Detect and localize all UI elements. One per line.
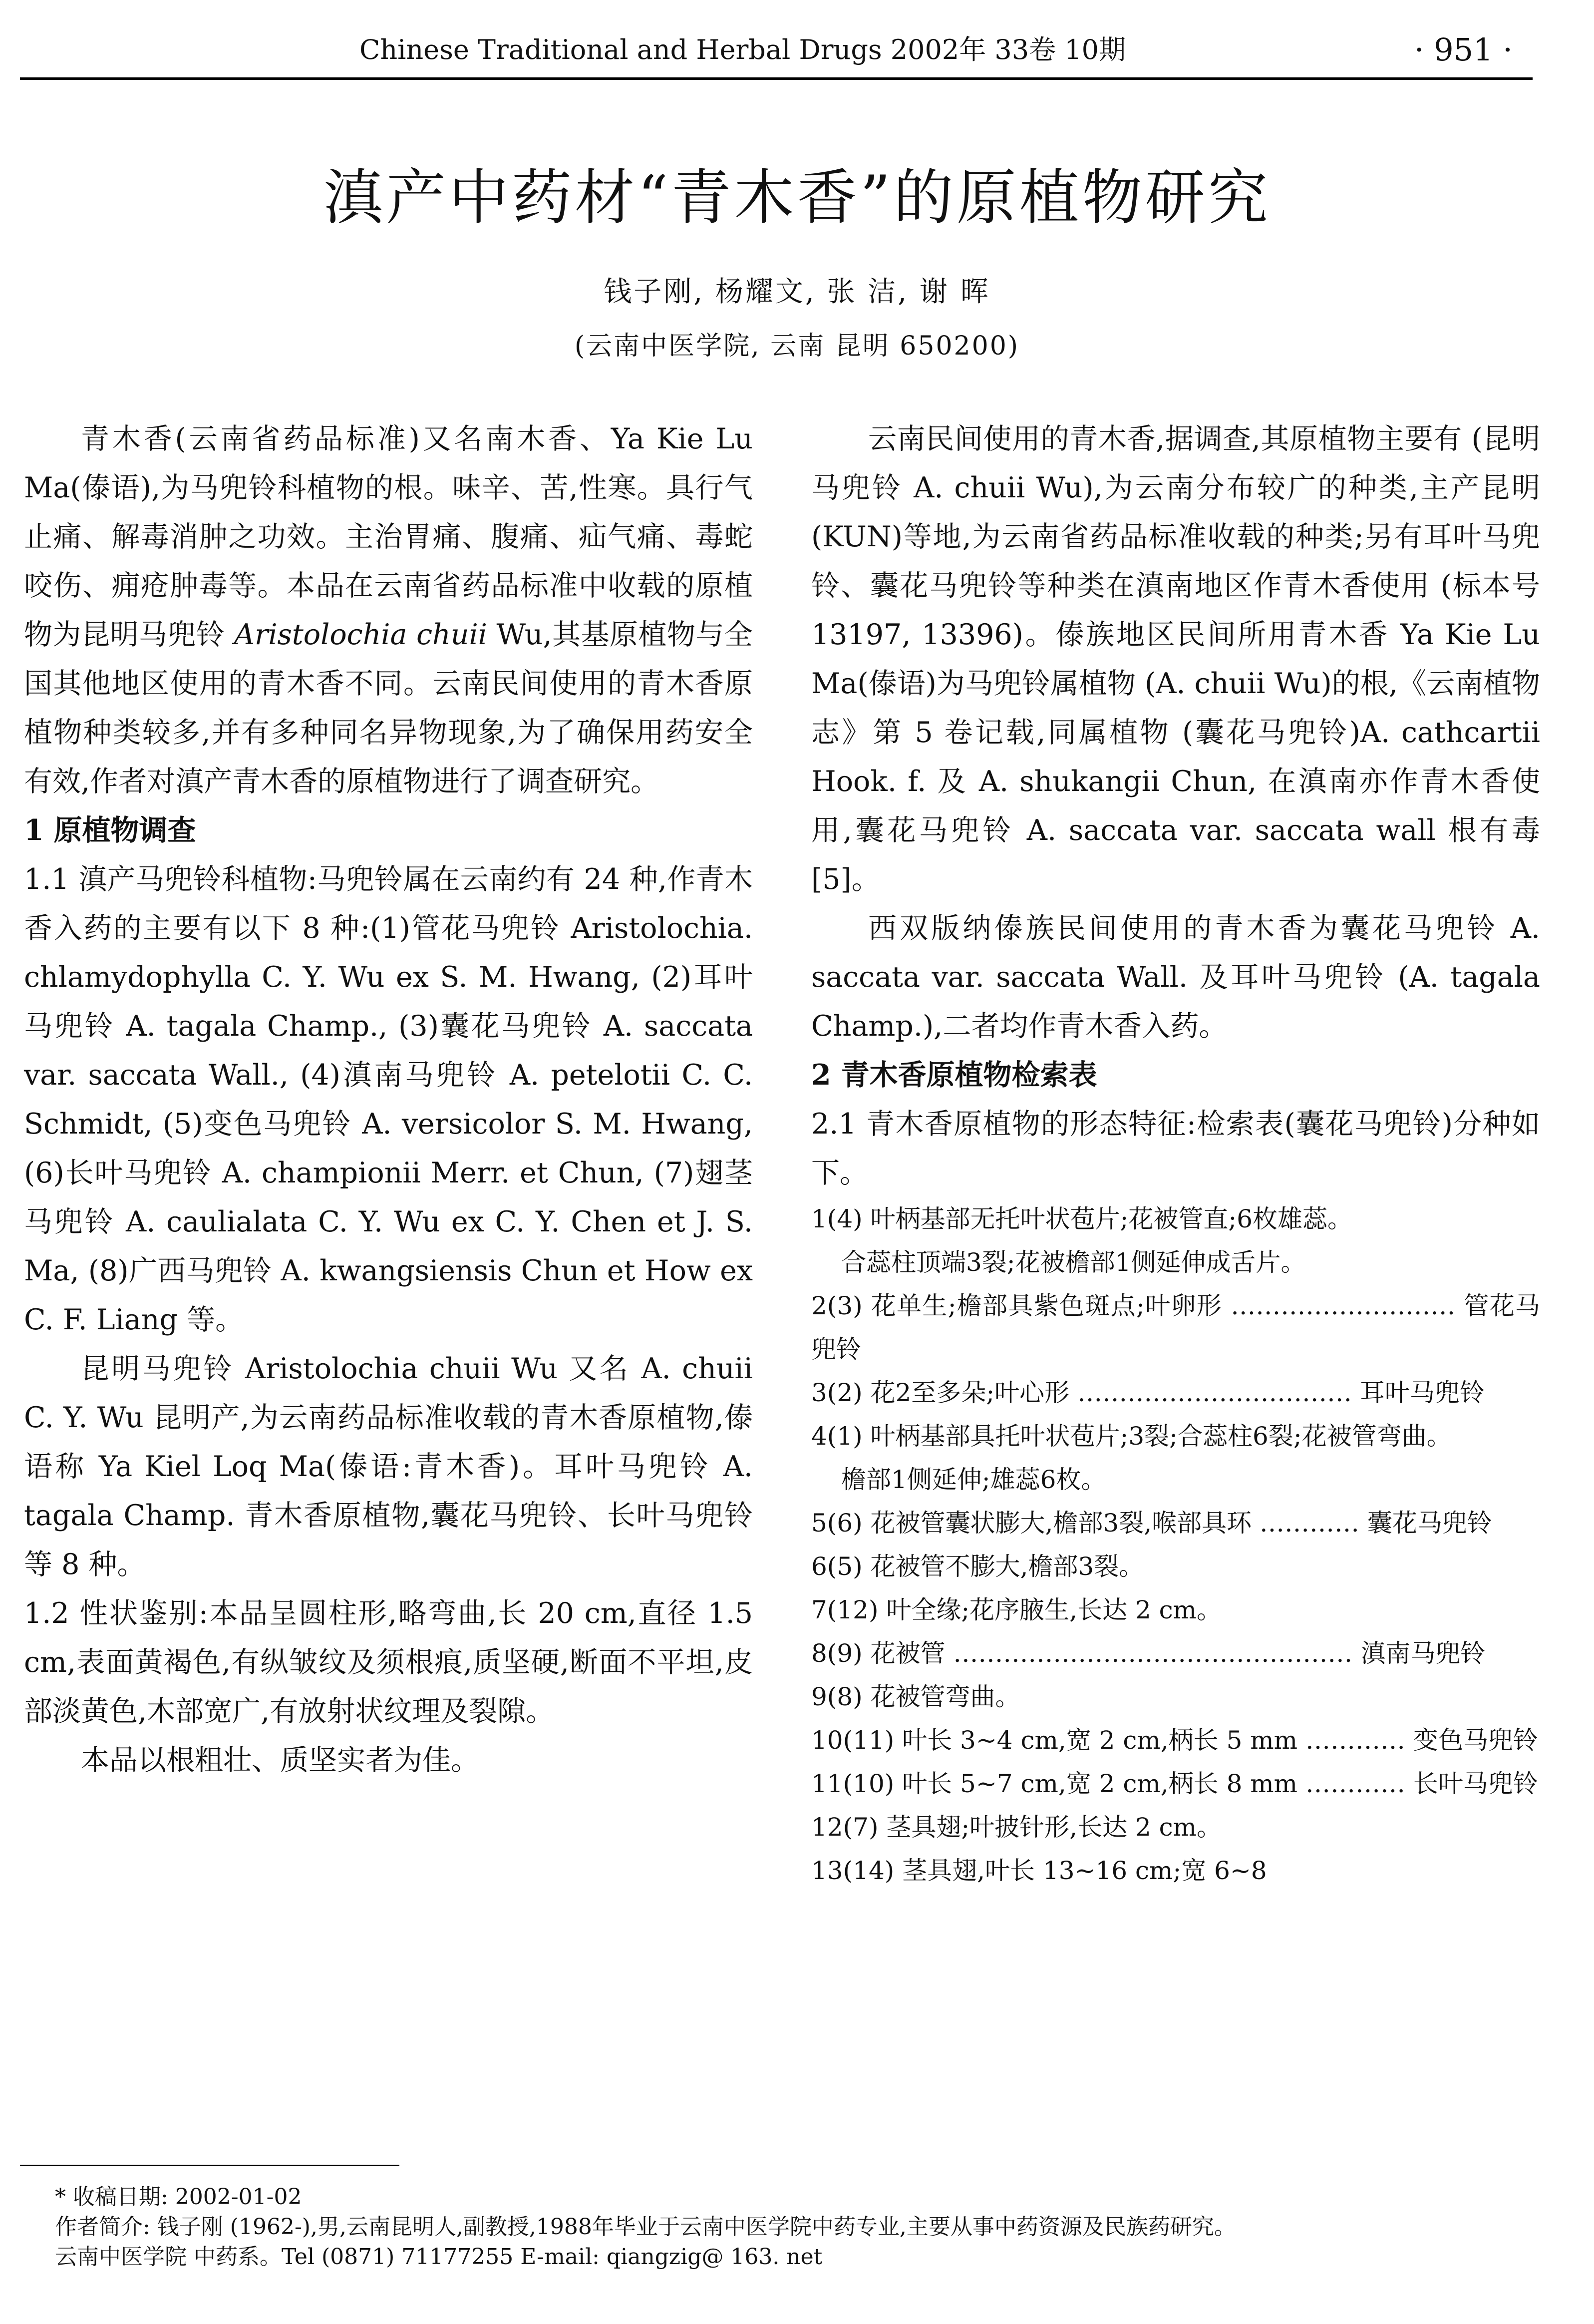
- paragraph: 西双版纳傣族民间使用的青木香为囊花马兜铃 A. saccata var. saccata Wall. 及耳叶马兜铃 (A. tagala Champ.),二者均作青木香入药。: [811, 912, 1540, 1043]
- paragraph: 1.2 性状鉴别:本品呈圆柱形,略弯曲,长 20 cm,直径 1.5 cm,表面黄褐色,有纵皱纹及须根痕,质坚硬,断面不平坦,皮部淡黄色,木部宽广,有放射状纹理及裂隙。: [24, 1597, 753, 1728]
- page-number: · 951 ·: [1414, 31, 1513, 68]
- identification-key: [811, 1197, 1540, 1893]
- intro-text-cont: Wu,其基原植物与全国其他地区使用的青木香不同。云南民间使用的青木香原植物种类较多,并有多种同名异物现象,为了确保用药安全有效,作者对滇产青木香的原植物进行了调查研究。: [24, 618, 753, 798]
- received-date: * 收稿日期: 2002-01-02: [55, 2184, 302, 2210]
- running-header: [20, 22, 1533, 80]
- key-line: 合蕊柱顶端3裂;花被檐部1侧延伸成舌片。: [841, 1248, 1306, 1277]
- paragraph: 本品以根粗壮、质坚实者为佳。: [81, 1744, 479, 1777]
- intro-text: 青木香(云南省药品标准)又名南木香、Ya Kie Lu Ma(傣语),为马兜铃科植物的根。味辛、苦,性寒。具行气止痛、解毒消肿之功效。主治胃痛、腹痛、疝气痛、毒蛇咬伤、痈疮肿毒等。本品在云南省药品标准中收载的原植物为昆明马兜铃: [24, 422, 753, 651]
- paragraph: 云南民间使用的青木香,据调查,其原植物主要有 (昆明马兜铃 A. chuii Wu),为云南分布较广的种类,主产昆明(KUN)等地,为云南省药品标准收载的种类;另有耳叶马兜铃、囊花马兜铃等种类在滇南地区作青木香使用 (标本号 13197, 13396)。傣族地区民间所用青木香 Ya Kie Lu Ma(傣语)为马兜铃属植物 (A. chuii Wu)的根,《云南植物志》第 5 卷记载,同属植物 (囊花马兜铃)A. cathcartii Hook. f. 及 A. shukangii Chun, 在滇南亦作青木香使用,囊花马兜铃 A. saccata var. saccata wall 根有毒 [5]。: [811, 422, 1540, 896]
- author-list: 钱子刚, 杨耀文, 张 洁, 谢 晖: [604, 276, 990, 308]
- article-title: 滇产中药材“青木香”的原植物研究: [323, 163, 1271, 233]
- contact-info: 云南中医学院 中药系。Tel (0871) 71177255 E-mail: qiangzig@ 163. net: [55, 2244, 823, 2270]
- paragraph: 2.1 青木香原植物的形态特征:检索表(囊花马兜铃)分种如下。: [811, 1108, 1540, 1189]
- species-name: Aristolochia chuii: [234, 618, 487, 651]
- key-line: 2(3) 花单生;檐部具紫色斑点;叶卵形 ……………………… 管花马兜铃: [811, 1291, 1540, 1364]
- key-line: 12(7) 茎具翅;叶披针形,长达 2 cm。: [811, 1813, 1222, 1842]
- right-column: [811, 414, 1540, 1893]
- key-line: 4(1) 叶柄基部具托叶状苞片;3裂;合蕊柱6裂;花被管弯曲。: [811, 1422, 1452, 1451]
- key-line: 1(4) 叶柄基部无托叶状苞片;花被管直;6枚雄蕊。: [811, 1204, 1353, 1233]
- left-column: [24, 414, 753, 1785]
- key-line: 6(5) 花被管不膨大,檐部3裂。: [811, 1552, 1144, 1581]
- section-heading: 2 青木香原植物检索表: [811, 1058, 1097, 1092]
- affiliation: (云南中医学院, 云南 昆明 650200): [574, 331, 1020, 361]
- key-line: 3(2) 花2至多朵;叶心形 …………………………… 耳叶马兜铃: [811, 1378, 1485, 1407]
- key-line: 11(10) 叶长 5~7 cm,宽 2 cm,柄长 8 mm ………… 长叶马兜铃: [811, 1769, 1538, 1798]
- author-bio: 作者简介: 钱子刚 (1962-),男,云南昆明人,副教授,1988年毕业于云南中医学院中药专业,主要从事中药资源及民族药研究。: [55, 2214, 1236, 2240]
- key-line: 13(14) 茎具翅,叶长 13~16 cm;宽 6~8: [811, 1856, 1267, 1885]
- paragraph: 1.1 滇产马兜铃科植物:马兜铃属在云南约有 24 种,作青木香入药的主要有以下 8 种:(1)管花马兜铃 Aristolochia. chlamydophylla C. Y. Wu ex S. M. Hwang, (2)耳叶马兜铃 A. tagala Champ., (3)囊花马兜铃 A. saccata var. saccata Wall., (4)滇南马兜铃 A. petelotii C. C. Schmidt, (5)变色马兜铃 A. versicolor S. M. Hwang, (6)长叶马兜铃 A. championii Merr. et Chun, (7)翅茎马兜铃 A. caulialata C. Y. Wu ex C. Y. Chen et J. S. Ma, (8)广西马兜铃 A. kwangsiensis Chun et How ex C. F. Liang 等。: [24, 863, 753, 1336]
- key-line: 檐部1侧延伸;雄蕊6枚。: [841, 1465, 1106, 1494]
- footnote-divider: [20, 2165, 399, 2166]
- key-line: 7(12) 叶全缘;花序腋生,长达 2 cm。: [811, 1595, 1222, 1624]
- key-line: 9(8) 花被管弯曲。: [811, 1682, 1020, 1711]
- key-line: 8(9) 花被管 ………………………………………… 滇南马兜铃: [811, 1639, 1486, 1668]
- key-line: 5(6) 花被管囊状膨大,檐部3裂,喉部具环 ………… 囊花马兜铃: [811, 1509, 1492, 1538]
- key-line: 10(11) 叶长 3~4 cm,宽 2 cm,柄长 5 mm ………… 变色马兜铃: [811, 1726, 1538, 1755]
- section-heading: 1 原植物调查: [24, 813, 196, 847]
- paragraph: 昆明马兜铃 Aristolochia chuii Wu 又名 A. chuii C. Y. Wu 昆明产,为云南药品标准收载的青木香原植物,傣语称 Ya Kiel Loq Ma(傣语:青木香)。耳叶马兜铃 A. tagala Champ. 青木香原植物,囊花马兜铃、长叶马兜铃等 8 种。: [24, 1352, 753, 1581]
- journal-info: Chinese Traditional and Herbal Drugs 2002年 33卷 10期: [359, 34, 1126, 65]
- paragraph-intro: [24, 414, 753, 806]
- footnote: [55, 2182, 1533, 2272]
